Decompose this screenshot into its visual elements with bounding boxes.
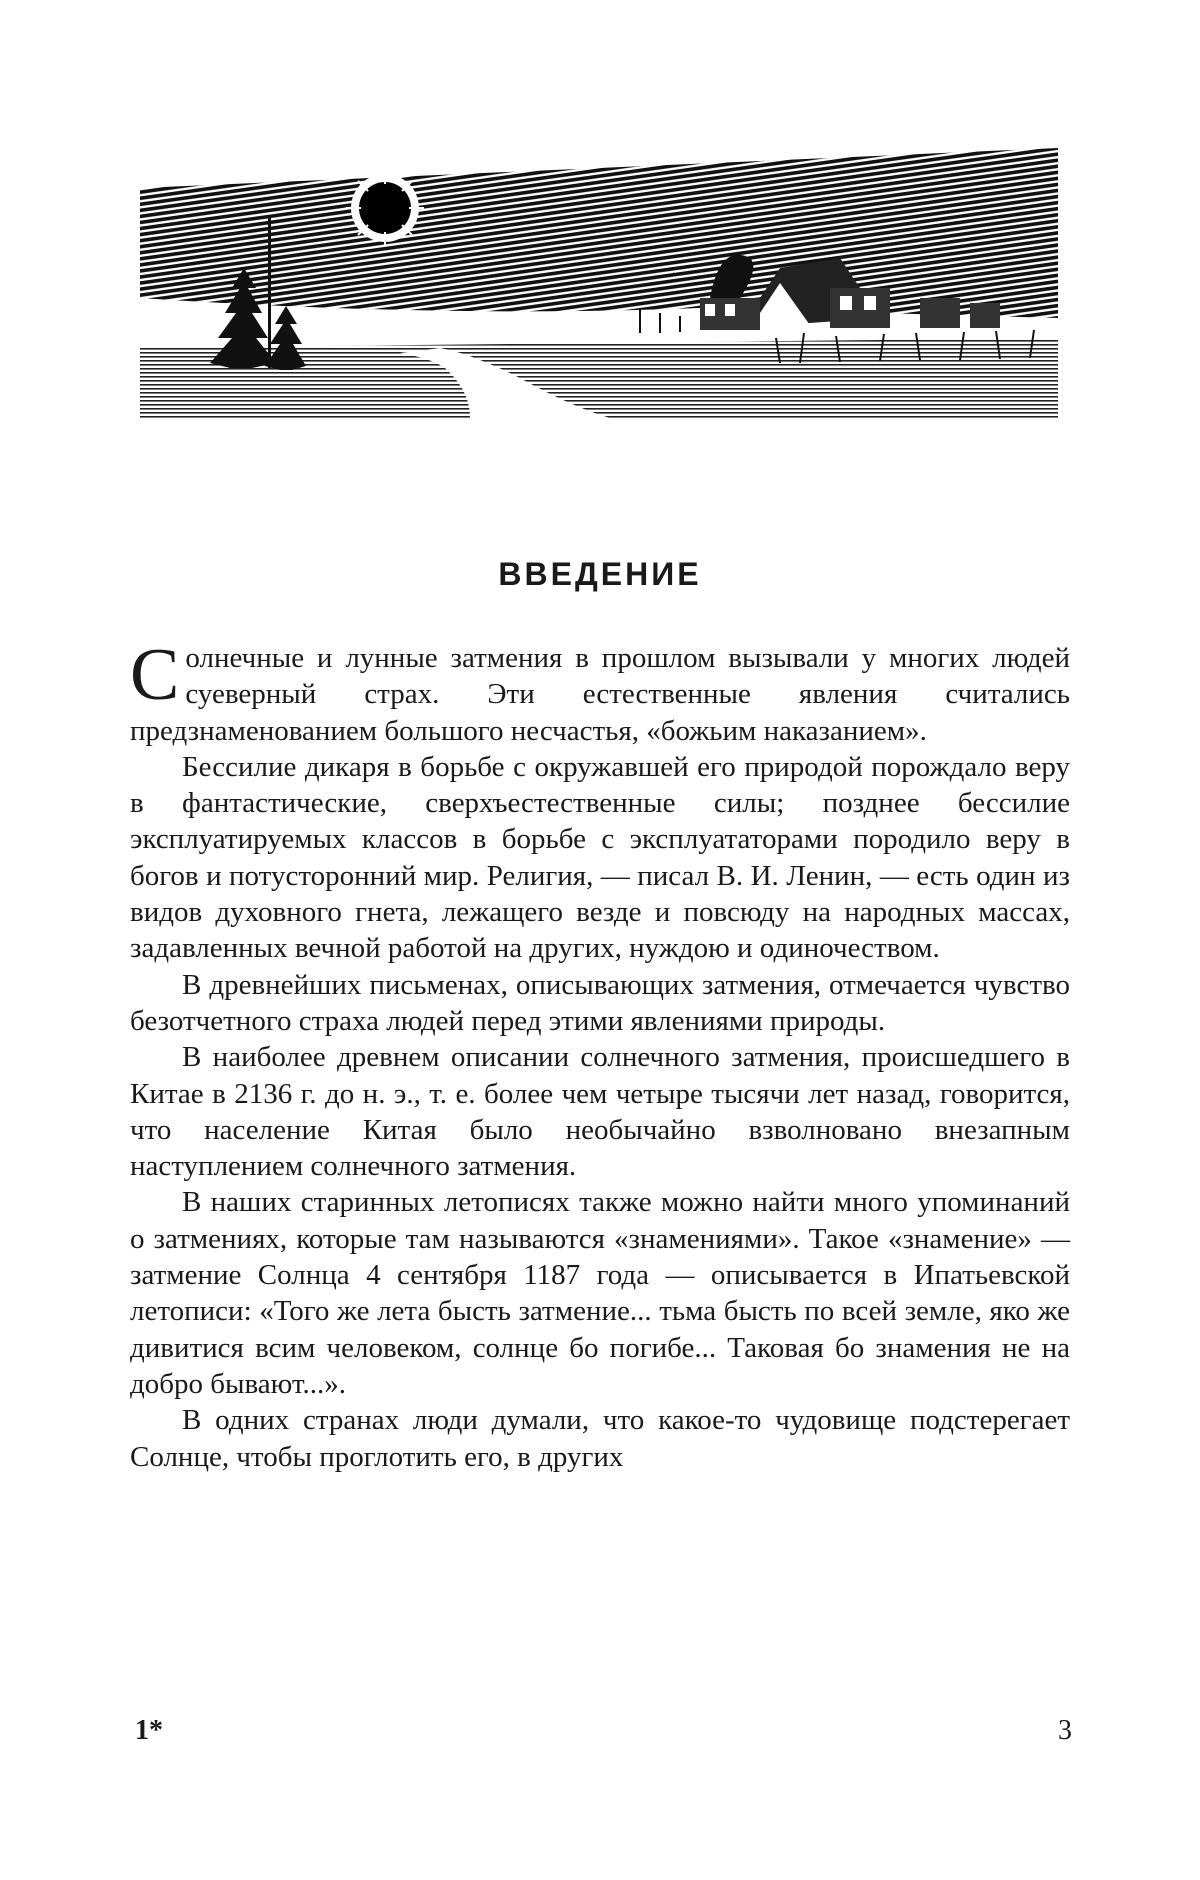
signature-mark: 1* [135, 1715, 163, 1747]
eclipse-landscape-illustration [140, 148, 1058, 418]
body-text [130, 640, 1070, 1475]
drop-cap: С [130, 644, 179, 706]
chapter-title: ВВЕДЕНИЕ [0, 556, 1200, 593]
paragraph: Бессилие дикаря в борьбе с окружавшей его природой порождало веру в фантастические, сверхъестественные силы; позднее бессилие эксплуатируемых классов в борьбе с эксплуататорами породило веру в богов и потусторонний мир. Религия, — писал В. И. Ленин, — есть один из видов духовного гнета, лежащего везде и повсюду на народных массах, задавленных вечной работой на других, нуждою и одиночеством. [130, 749, 1070, 967]
paragraph [130, 640, 1070, 749]
paragraph: В одних странах люди думали, что какое-то чудовище подстерегает Солнце, чтобы проглотить его, в других [130, 1402, 1070, 1475]
solar-eclipse-landscape-icon [140, 148, 1058, 418]
paragraph: В наиболее древнем описании солнечного затмения, происшедшего в Китае в 2136 г. до н. э., т. е. более чем четыре тысячи лет назад, говорится, что население Китая было необычайно взволновано внезапным наступлением солнечного затмения. [130, 1039, 1070, 1184]
paragraph: В наших старинных летописях также можно найти много упоминаний о затмениях, которые там называются «знамениями». Такое «знамение» — затмение Солнца 4 сентября 1187 года — описывается в Ипатьевской летописи: «Того же лета бысть затмение... тьма бысть по всей земле, яко же дивитися всим человеком, солнце бо погибе... Таковая бо знамения не на добро бывают...». [130, 1184, 1070, 1402]
paragraph-text: олнечные и лунные затмения в прошлом вызывали у многих людей суеверный страх. Эти естественные явления считались предзнаменованием большого несчастья, «божьим наказанием». [130, 642, 1070, 747]
paragraph: В древнейших письменах, описывающих затмения, отмечается чувство безотчетного страха людей перед этими явлениями природы. [130, 967, 1070, 1040]
page-number: 3 [1058, 1715, 1072, 1747]
